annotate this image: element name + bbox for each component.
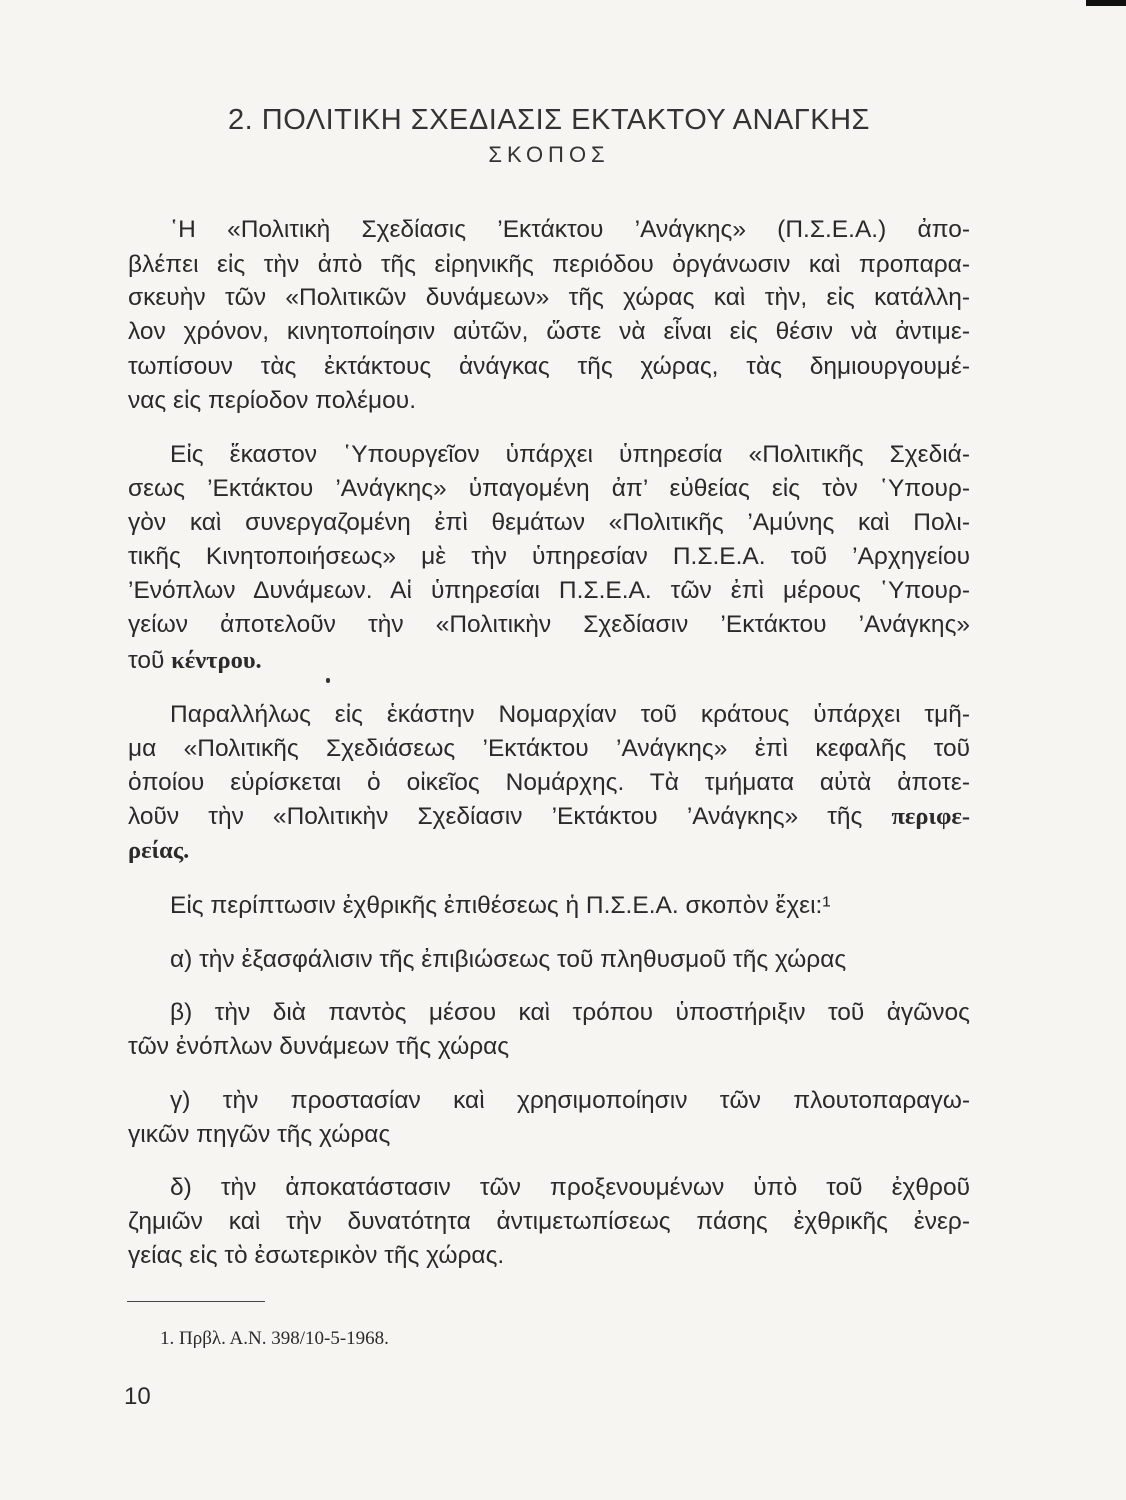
paragraph-line: Παραλλήλως εἰς ἑκάστην Νομαρχίαν τοῦ κράτους ὑπάρχει τμῆ- — [170, 701, 970, 728]
bold-text: περιφε- — [891, 803, 970, 830]
paragraph-line: τῶν ἐνόπλων δυνάμεων τῆς χώρας — [128, 1033, 510, 1060]
paragraph-line: ’Ενόπλων Δυνάμεων. Αἱ ὑπηρεσίαι Π.Σ.Ε.Α. τῶν ἐπὶ μέρους ῾Υπουρ- — [128, 577, 970, 604]
paragraph-line: τωπίσουν τὰς ἐκτάκτους ἀνάγκας τῆς χώρας, τὰς δημιουργουμέ- — [128, 353, 970, 380]
paragraph-line: β) τὴν διὰ παντὸς μέσου καὶ τρόπου ὑποστήριξιν τοῦ ἀγῶνος — [170, 999, 970, 1026]
paragraph-line: ὁποίου εὑρίσκεται ὁ οἰκεῖος Νομάρχης. Τὰ τμήματα αὐτὰ ἀποτε- — [128, 769, 970, 796]
text-segment: τοῦ — [128, 647, 172, 674]
paragraph-line: γείων ἀποτελοῦν τὴν «Πολιτικὴν Σχεδίασιν ’Εκτάκτου ’Ανάγκης» — [128, 611, 970, 638]
paragraph-line: νας εἰς περίοδον πολέμου. — [128, 387, 416, 414]
section-subheading: ΣΚΟΠΟΣ — [488, 142, 610, 167]
paragraph-line: σκευὴν τῶν «Πολιτικῶν δυνάμεων» τῆς χώρας καὶ τὴν, εἰς κατάλλη- — [128, 284, 970, 311]
footnote-rule — [127, 1301, 265, 1302]
paragraph-line — [128, 646, 970, 676]
bold-text: κέντρου. — [171, 647, 262, 674]
paragraph-line: γείας εἰς τὸ ἐσωτερικὸν τῆς χώρας. — [128, 1242, 505, 1269]
section-heading: 2. ΠΟΛΙΤΙΚΗ ΣΧΕΔΙΑΣΙΣ ΕΚΤΑΚΤΟΥ ΑΝΑΓΚΗΣ — [228, 104, 870, 136]
paragraph-line: ῾Η «Πολιτικὴ Σχεδίασις ’Εκτάκτου ’Ανάγκης» (Π.Σ.Ε.Α.) ἀπο- — [170, 216, 970, 243]
paragraph-line: δ) τὴν ἀποκατάστασιν τῶν προξενουμένων ὑπὸ τοῦ ἐχθροῦ — [170, 1174, 970, 1201]
paragraph-line: λον χρόνον, κινητοποίησιν αὐτῶν, ὥστε νὰ εἶναι εἰς θέσιν νὰ ἀντιμε- — [128, 318, 970, 345]
paragraph-line: Εἰς περίπτωσιν ἐχθρικῆς ἐπιθέσεως ἡ Π.Σ.Ε.Α. σκοπὸν ἔχει:¹ — [170, 892, 831, 919]
paragraph-line: τικῆς Κινητοποιήσεως» μὲ τὴν ὑπηρεσίαν Π.Σ.Ε.Α. τοῦ ’Αρχηγείου — [128, 543, 970, 570]
paragraph-line: α) τὴν ἐξασφάλισιν τῆς ἐπιβιώσεως τοῦ πληθυσμοῦ τῆς χώρας — [170, 946, 847, 973]
paragraph-line: γὸν καὶ συνεργαζομένη ἐπὶ θεμάτων «Πολιτικῆς ’Αμύνης καὶ Πολι- — [128, 509, 970, 536]
scan-edge-mark — [1086, 0, 1126, 6]
paragraph-line — [128, 836, 970, 866]
ink-speck — [326, 678, 330, 683]
text-segment: λοῦν τὴν «Πολιτικὴν Σχεδίασιν ’Εκτάκτου ’Ανάγκης» τῆς — [128, 803, 892, 830]
paragraph-line: Εἰς ἕκαστον ῾Υπουργεῖον ὑπάρχει ὑπηρεσία «Πολιτικῆς Σχεδιά- — [170, 441, 970, 468]
paragraph-line: βλέπει εἰς τὴν ἀπὸ τῆς εἰρηνικῆς περιόδου ὀργάνωσιν καὶ προπαρα- — [128, 251, 970, 278]
paragraph-line: γ) τὴν προστασίαν καὶ χρησιμοποίησιν τῶν πλουτοπαραγω- — [170, 1087, 970, 1114]
page-number: 10 — [124, 1383, 151, 1410]
paragraph-line: γικῶν πηγῶν τῆς χώρας — [128, 1121, 391, 1148]
bold-text: ρείας. — [128, 837, 190, 864]
paragraph-line: σεως ’Εκτάκτου ’Ανάγκης» ὑπαγομένη ἀπ’ εὐθείας εἰς τὸν ῾Υπουρ- — [128, 475, 970, 502]
paragraph-line — [128, 802, 970, 832]
paragraph-line: μα «Πολιτικῆς Σχεδιάσεως ’Εκτάκτου ’Ανάγκης» ἐπὶ κεφαλῆς τοῦ — [128, 735, 970, 762]
paragraph-line: ζημιῶν καὶ τὴν δυνατότητα ἀντιμετωπίσεως πάσης ἐχθρικῆς ἐνερ- — [128, 1208, 970, 1235]
footnote: 1. Πρβλ. Α.Ν. 398/10-5-1968. — [160, 1328, 389, 1349]
